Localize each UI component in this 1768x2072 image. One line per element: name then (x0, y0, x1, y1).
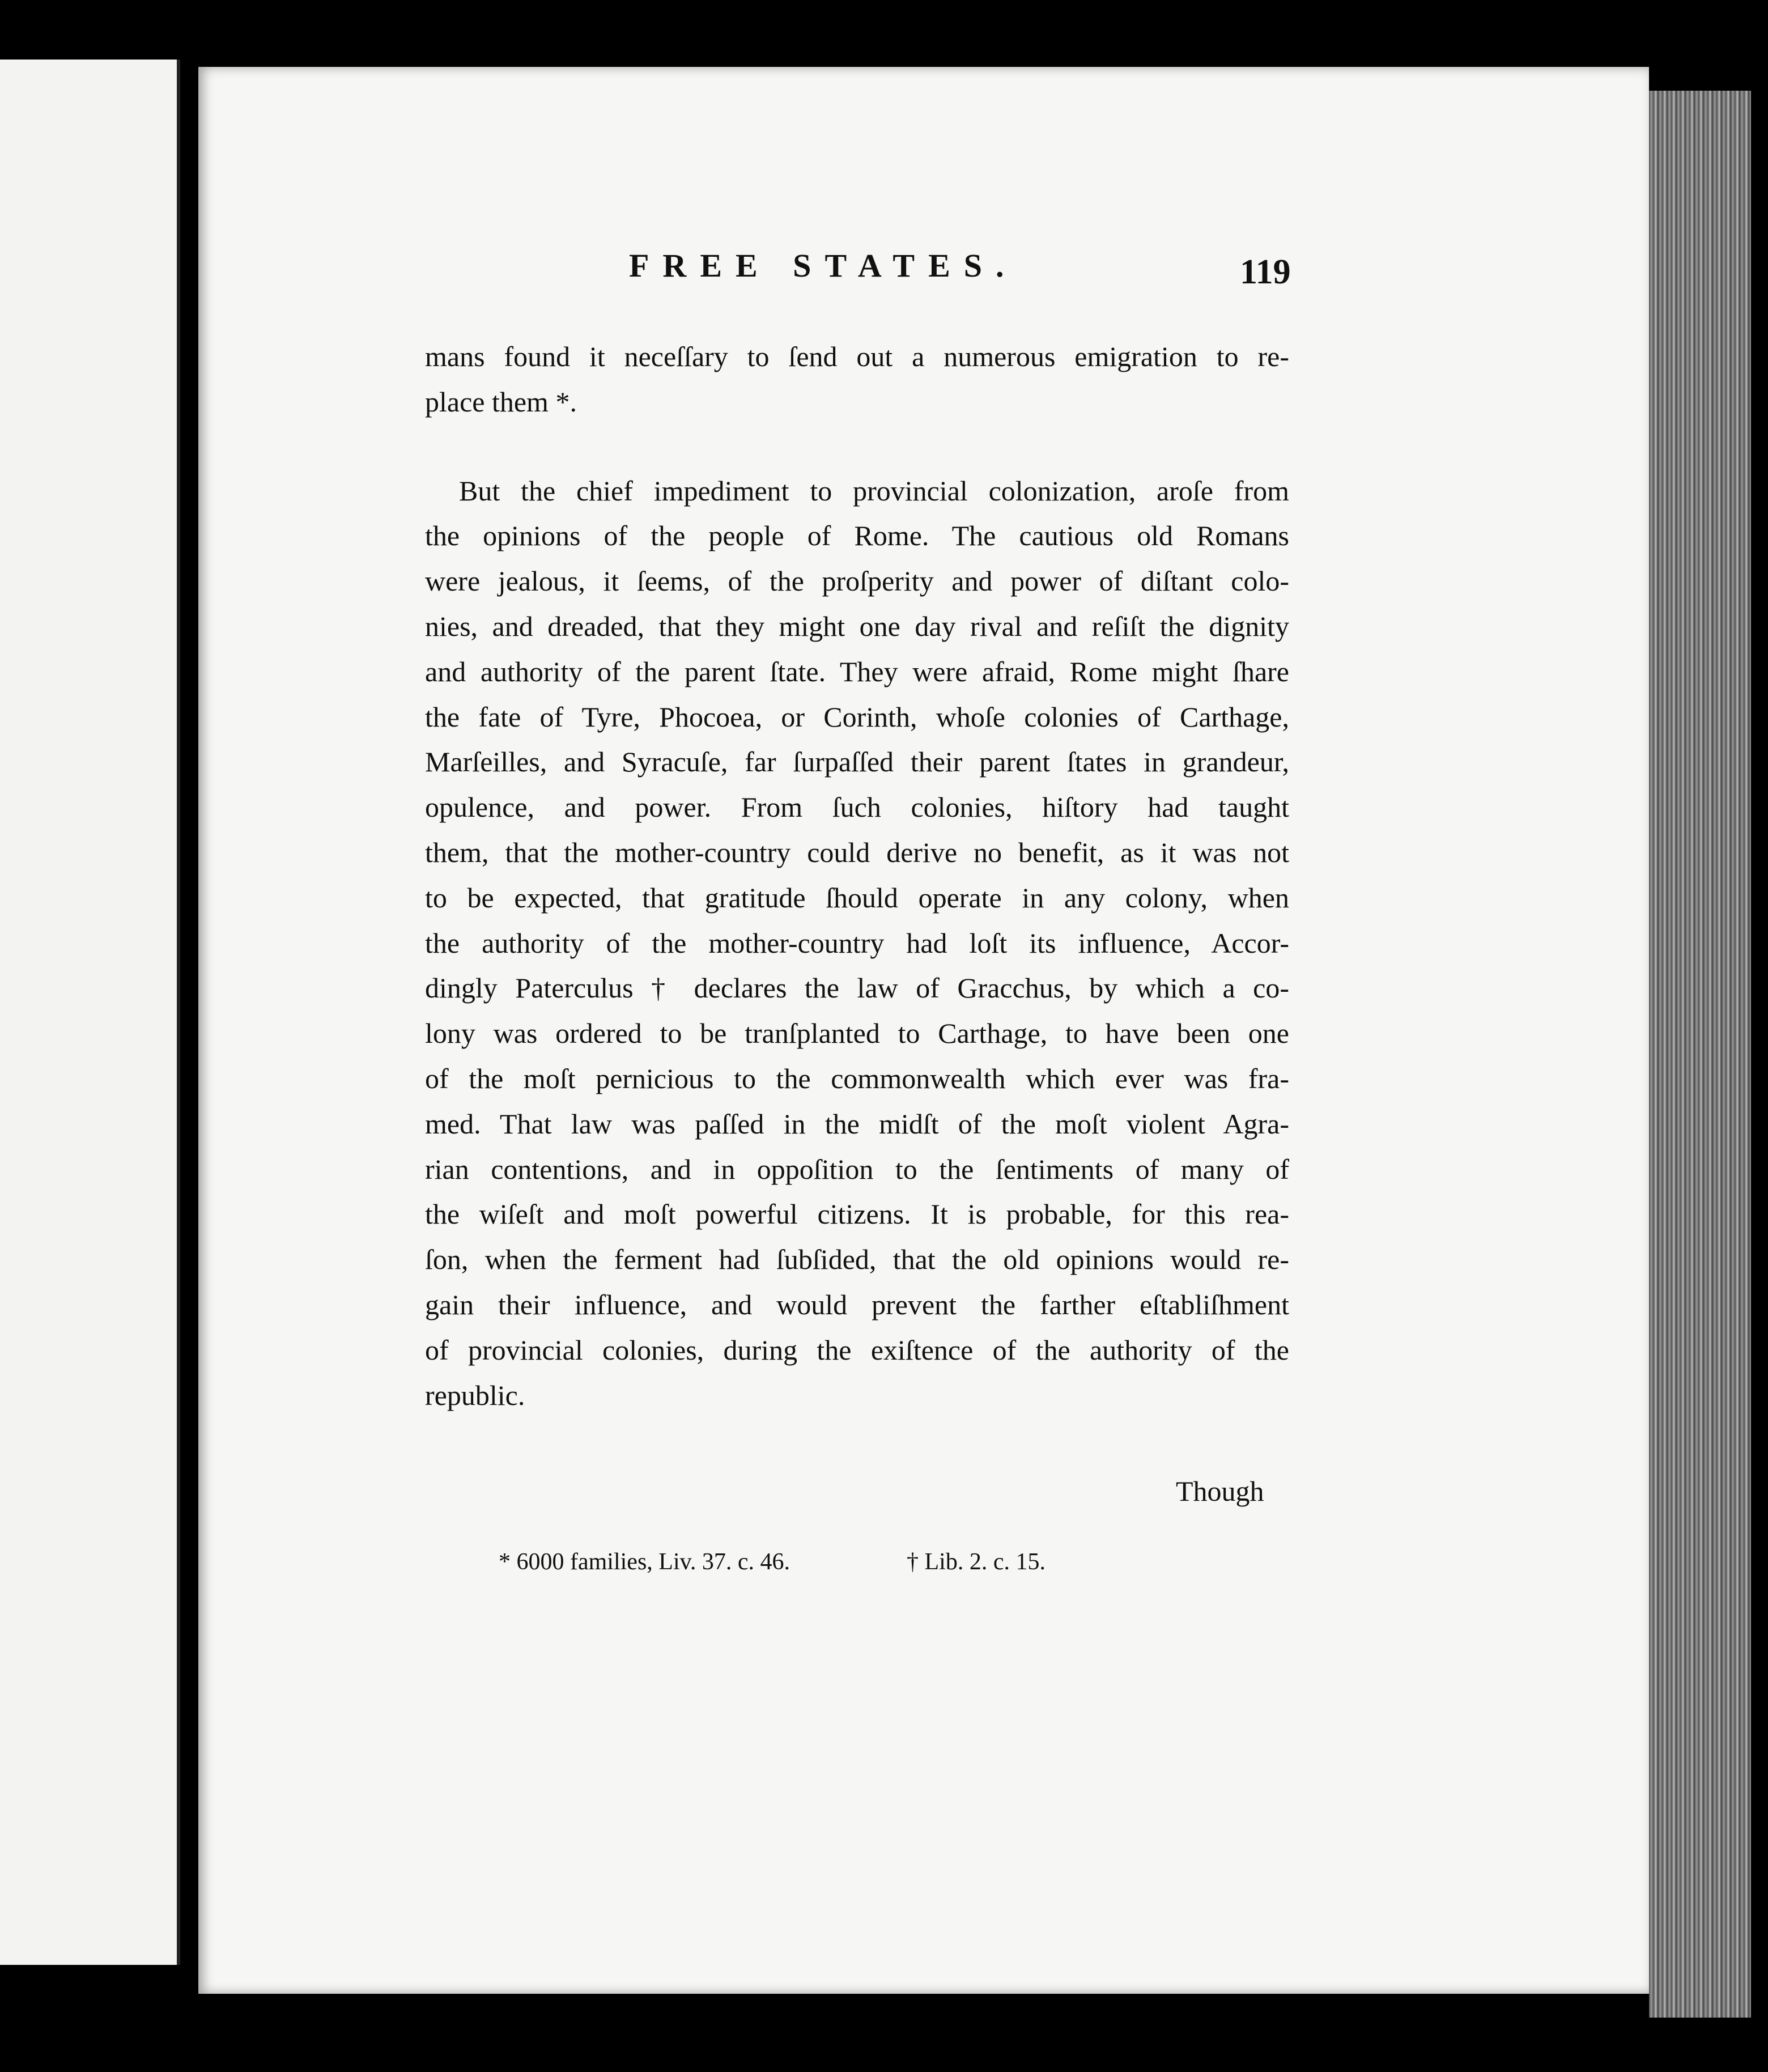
text-line: gain their influence, and would prevent the farther eſtabliſhment (425, 1288, 1289, 1321)
text-line: mans found it neceſſary to ſend out a numerous emigration to re- (425, 341, 1289, 372)
footnote: † Lib. 2. c. 15. (907, 1549, 1046, 1575)
text-line: republic. (425, 1379, 525, 1411)
footnote: * 6000 families, Liv. 37. c. 46. (499, 1549, 790, 1575)
text-line: place them *. (425, 385, 577, 418)
page-number: 119 (1240, 253, 1291, 291)
text-line: of the moſt pernicious to the commonwealth which ever was fra- (425, 1062, 1289, 1094)
text-line: the opinions of the people of Rome. The cautious old Romans (425, 520, 1289, 552)
page-edge (1649, 91, 1751, 2018)
text-line: the fate of Tyre, Phocoea, or Corinth, whoſe colonies of Carthage, (425, 700, 1289, 733)
running-title: FREE STATES. (629, 247, 1018, 284)
text-line: nies, and dreaded, that they might one day rival and reſiſt the dignity (425, 610, 1289, 642)
catchword: Though (1176, 1475, 1264, 1507)
text-line: them, that the mother-country could derive no benefit, as it was not (425, 836, 1289, 868)
text-line: ſon, when the ferment had ſubſided, that the old opinions would re- (425, 1243, 1289, 1276)
text-line: rian contentions, and in oppoſition to the ſentiments of many of (425, 1153, 1289, 1185)
body-text (425, 334, 1289, 1418)
text-line: of provincial colonies, during the exiſtence of the authority of the (425, 1334, 1289, 1366)
text-line: opulence, and power. From ſuch colonies, hiſtory had taught (425, 791, 1289, 823)
text-line: and authority of the parent ſtate. They were afraid, Rome might ſhare (425, 655, 1289, 687)
text-line: Marſeilles, and Syracuſe, far ſurpaſſed their parent ſtates in grandeur, (425, 746, 1289, 778)
text-line: lony was ordered to be tranſplanted to Carthage, to have been one (425, 1017, 1289, 1050)
text-line: dingly Paterculus † declares the law of Gracchus, by which a co- (425, 972, 1289, 1004)
left-page (0, 60, 180, 1965)
text-line: med. That law was paſſed in the midſt of the moſt violent Agra- (425, 1107, 1289, 1140)
text-line: were jealous, it ſeems, of the proſperity and power of diſtant colo- (425, 565, 1289, 597)
text-line: to be expected, that gratitude ſhould operate in any colony, when (425, 881, 1289, 914)
text-line: the authority of the mother-country had loſt its influence, Accor- (425, 927, 1289, 959)
text-line: the wiſeſt and moſt powerful citizens. It is probable, for this rea- (425, 1198, 1289, 1230)
text-line: But the chief impediment to provincial colonization, aroſe from (459, 474, 1289, 507)
